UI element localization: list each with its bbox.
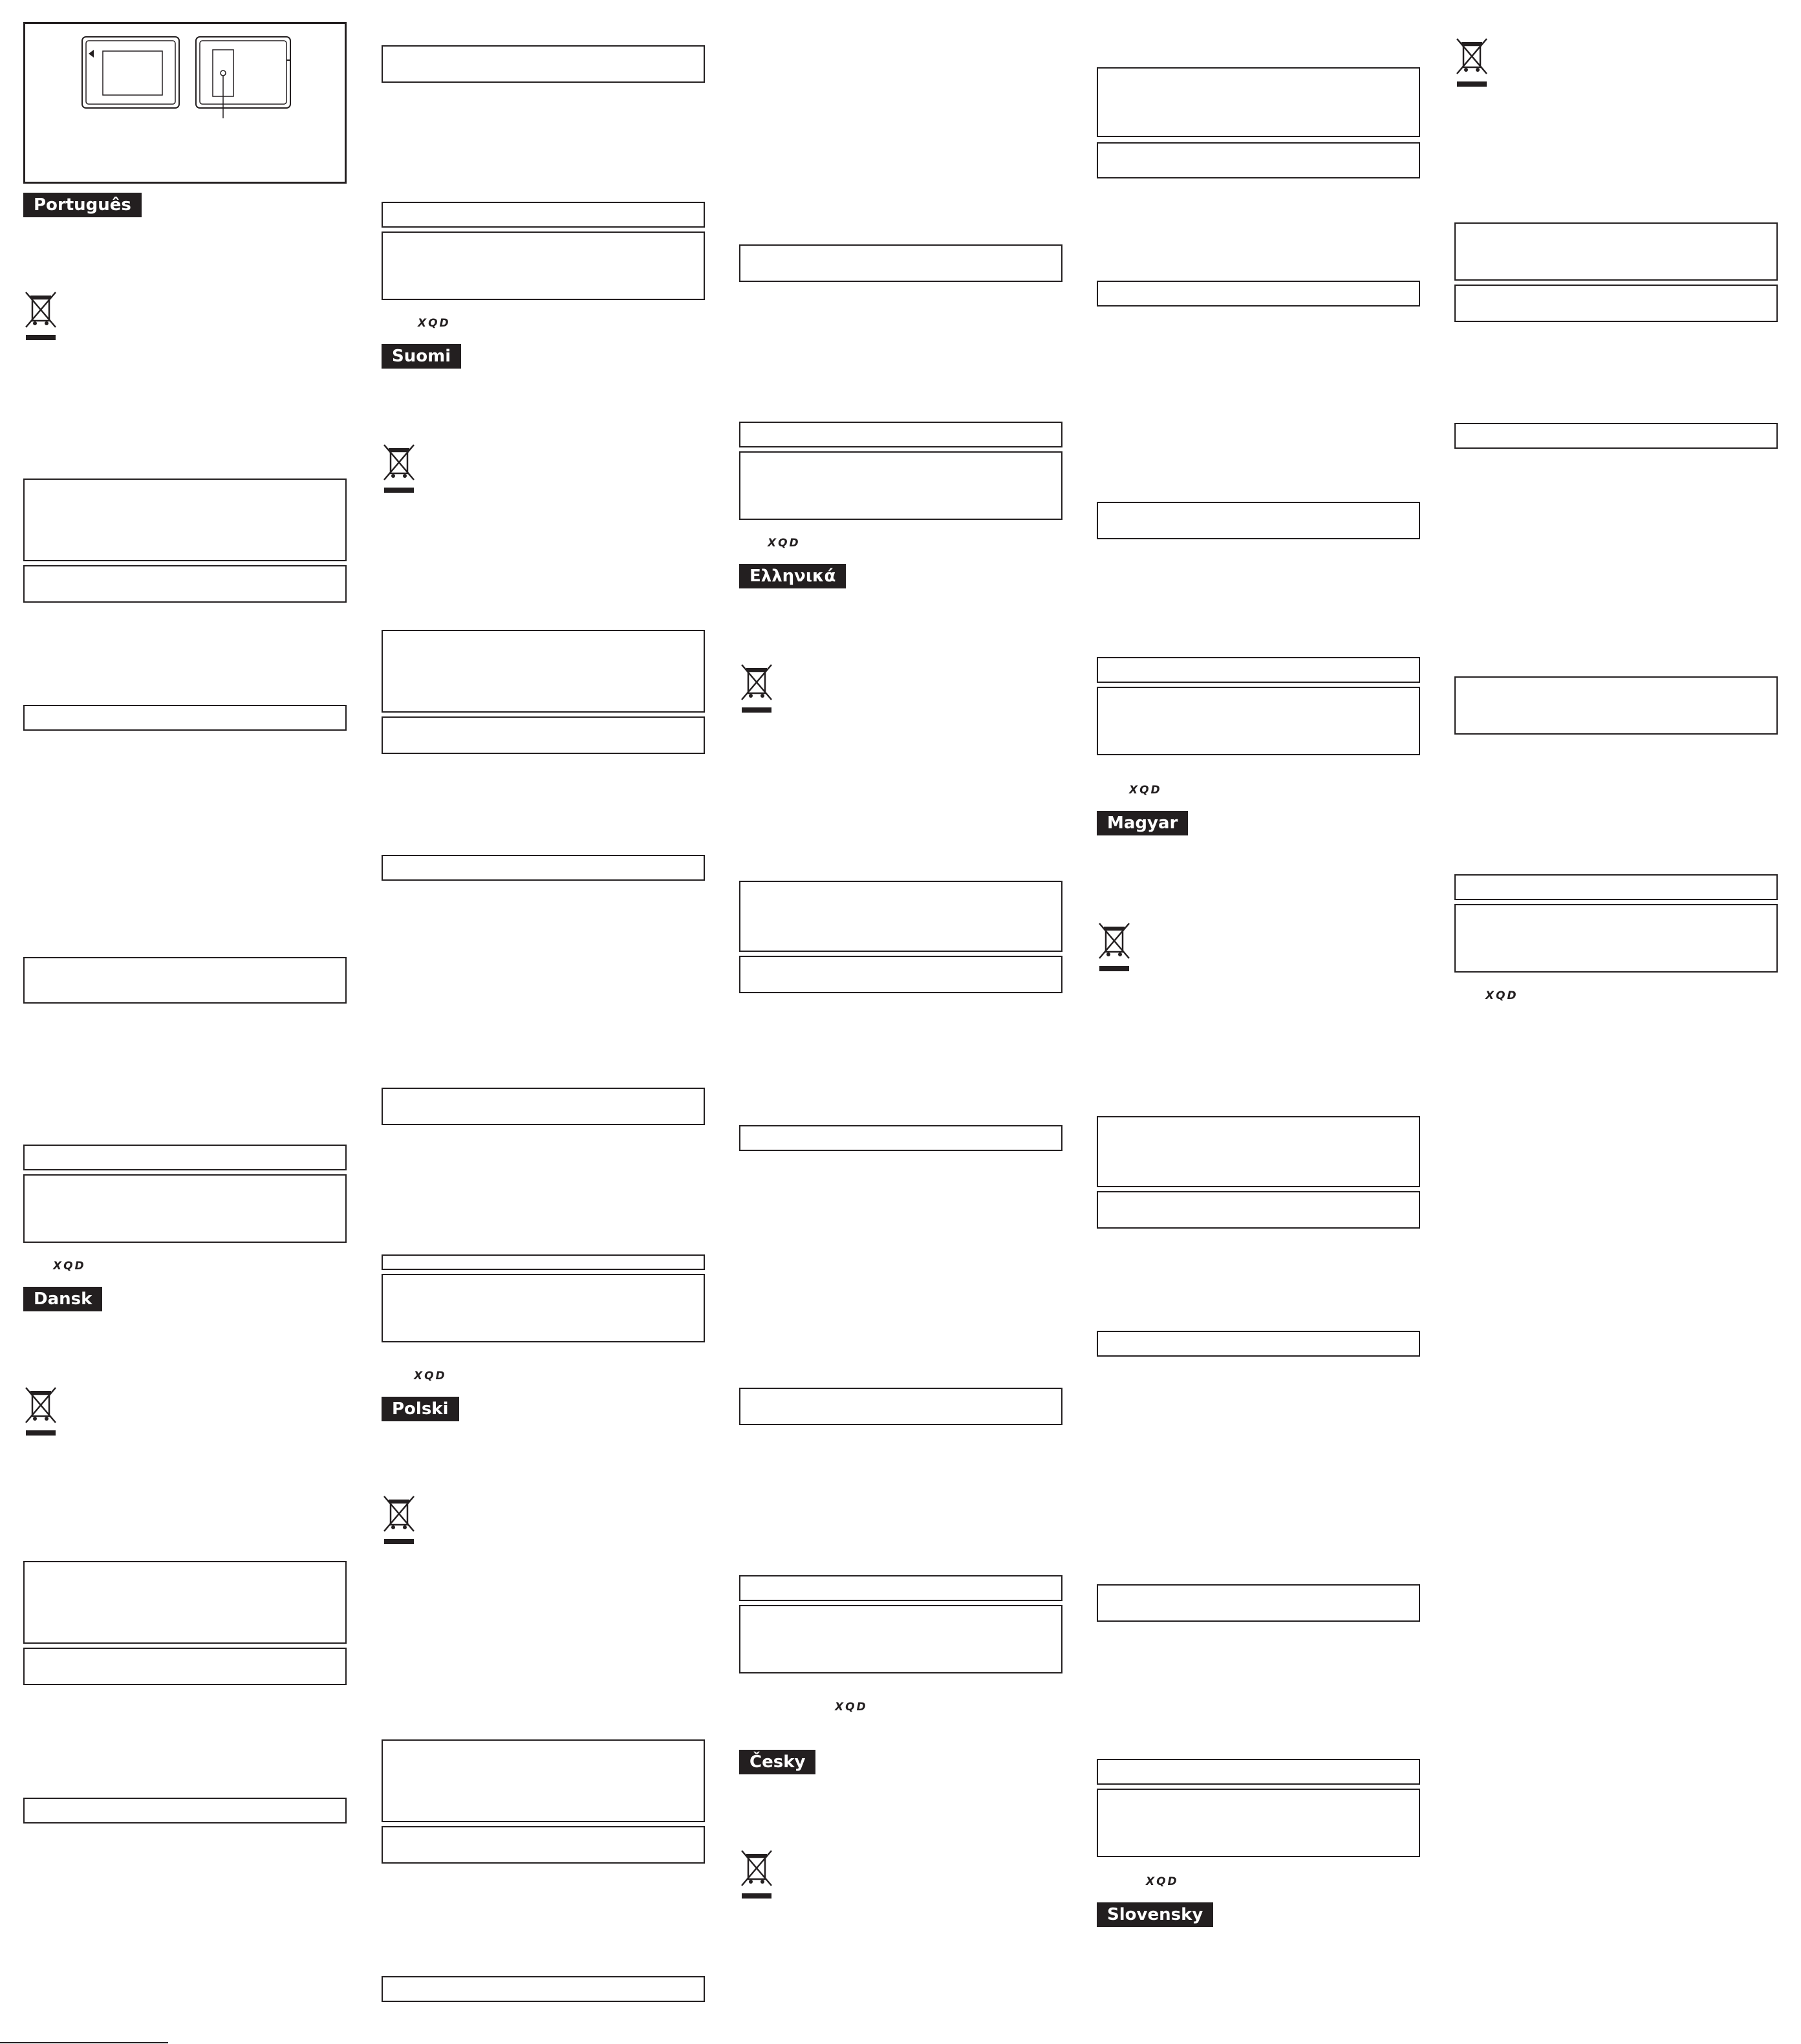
info-box	[23, 1561, 347, 1644]
info-box	[1097, 67, 1420, 137]
info-box	[382, 716, 705, 754]
card-illustration	[23, 22, 347, 184]
info-box	[1097, 1759, 1420, 1785]
crossed-out-wheelie-bin-icon	[23, 290, 59, 341]
info-box	[1097, 1584, 1420, 1622]
info-box	[1097, 502, 1420, 539]
info-box	[1454, 423, 1778, 449]
info-box	[739, 1575, 1062, 1601]
crossed-out-wheelie-bin-icon	[1097, 921, 1133, 973]
xqd-logo: XQD	[835, 1701, 868, 1714]
info-box	[382, 202, 705, 228]
heading-polski: Polski	[382, 1397, 459, 1421]
triangle-left-icon	[89, 50, 94, 58]
info-box	[23, 957, 347, 1004]
info-box	[1454, 874, 1778, 900]
xqd-logo: XQD	[418, 317, 451, 330]
crossed-out-wheelie-bin-icon	[23, 1385, 59, 1437]
heading-cesky: Česky	[739, 1750, 815, 1774]
info-box	[1097, 1331, 1420, 1357]
crossed-out-wheelie-bin-icon	[382, 1494, 418, 1545]
column-1	[23, 0, 347, 2044]
info-box	[23, 1174, 347, 1243]
info-box	[739, 1605, 1062, 1673]
column-3	[739, 0, 1062, 2044]
xqd-card-diagram	[25, 24, 345, 182]
info-box	[382, 1826, 705, 1864]
xqd-logo: XQD	[1129, 784, 1162, 797]
info-box	[1097, 281, 1420, 307]
info-box	[1454, 904, 1778, 973]
heading-magyar: Magyar	[1097, 811, 1188, 835]
xqd-logo: XQD	[53, 1260, 86, 1273]
info-box	[739, 1125, 1062, 1151]
crossed-out-wheelie-bin-icon	[382, 442, 418, 494]
info-box	[739, 1388, 1062, 1425]
crossed-out-wheelie-bin-icon	[1454, 36, 1491, 88]
info-box	[1097, 657, 1420, 683]
info-box	[382, 1739, 705, 1822]
info-box	[739, 881, 1062, 952]
info-box	[23, 1145, 347, 1170]
xqd-logo: XQD	[1485, 989, 1518, 1002]
column-5	[1454, 0, 1778, 2044]
info-box	[382, 855, 705, 881]
info-box	[1097, 1191, 1420, 1229]
info-box	[382, 630, 705, 713]
info-box	[739, 422, 1062, 447]
info-box	[382, 1088, 705, 1125]
crossed-out-wheelie-bin-icon	[739, 1848, 775, 1900]
heading-dansk: Dansk	[23, 1287, 102, 1311]
info-box	[23, 1798, 347, 1823]
info-box	[1454, 285, 1778, 322]
info-box	[382, 231, 705, 300]
info-box	[1454, 676, 1778, 735]
crossed-out-wheelie-bin-icon	[739, 662, 775, 714]
info-box	[739, 956, 1062, 993]
xqd-logo: XQD	[768, 537, 801, 550]
info-box	[382, 45, 705, 83]
info-box	[1097, 142, 1420, 178]
info-box	[1454, 222, 1778, 281]
xqd-logo: XQD	[1146, 1875, 1179, 1888]
info-box	[1097, 1789, 1420, 1857]
info-box	[739, 244, 1062, 282]
xqd-logo: XQD	[414, 1370, 447, 1382]
info-box	[382, 1976, 705, 2002]
footer-rule	[0, 2042, 168, 2043]
heading-slovensky: Slovensky	[1097, 1902, 1213, 1927]
column-2	[382, 0, 705, 2044]
info-box	[1097, 1116, 1420, 1187]
info-box	[23, 705, 347, 731]
heading-ellinika: Ελληνικά	[739, 564, 846, 588]
info-box	[23, 565, 347, 603]
info-box	[739, 451, 1062, 520]
info-box	[382, 1274, 705, 1342]
heading-portugues: Português	[23, 193, 142, 217]
column-4	[1097, 0, 1420, 2044]
info-box	[23, 1648, 347, 1685]
info-box	[1097, 687, 1420, 755]
heading-suomi: Suomi	[382, 344, 461, 369]
info-box	[23, 479, 347, 561]
info-box	[382, 1254, 705, 1270]
